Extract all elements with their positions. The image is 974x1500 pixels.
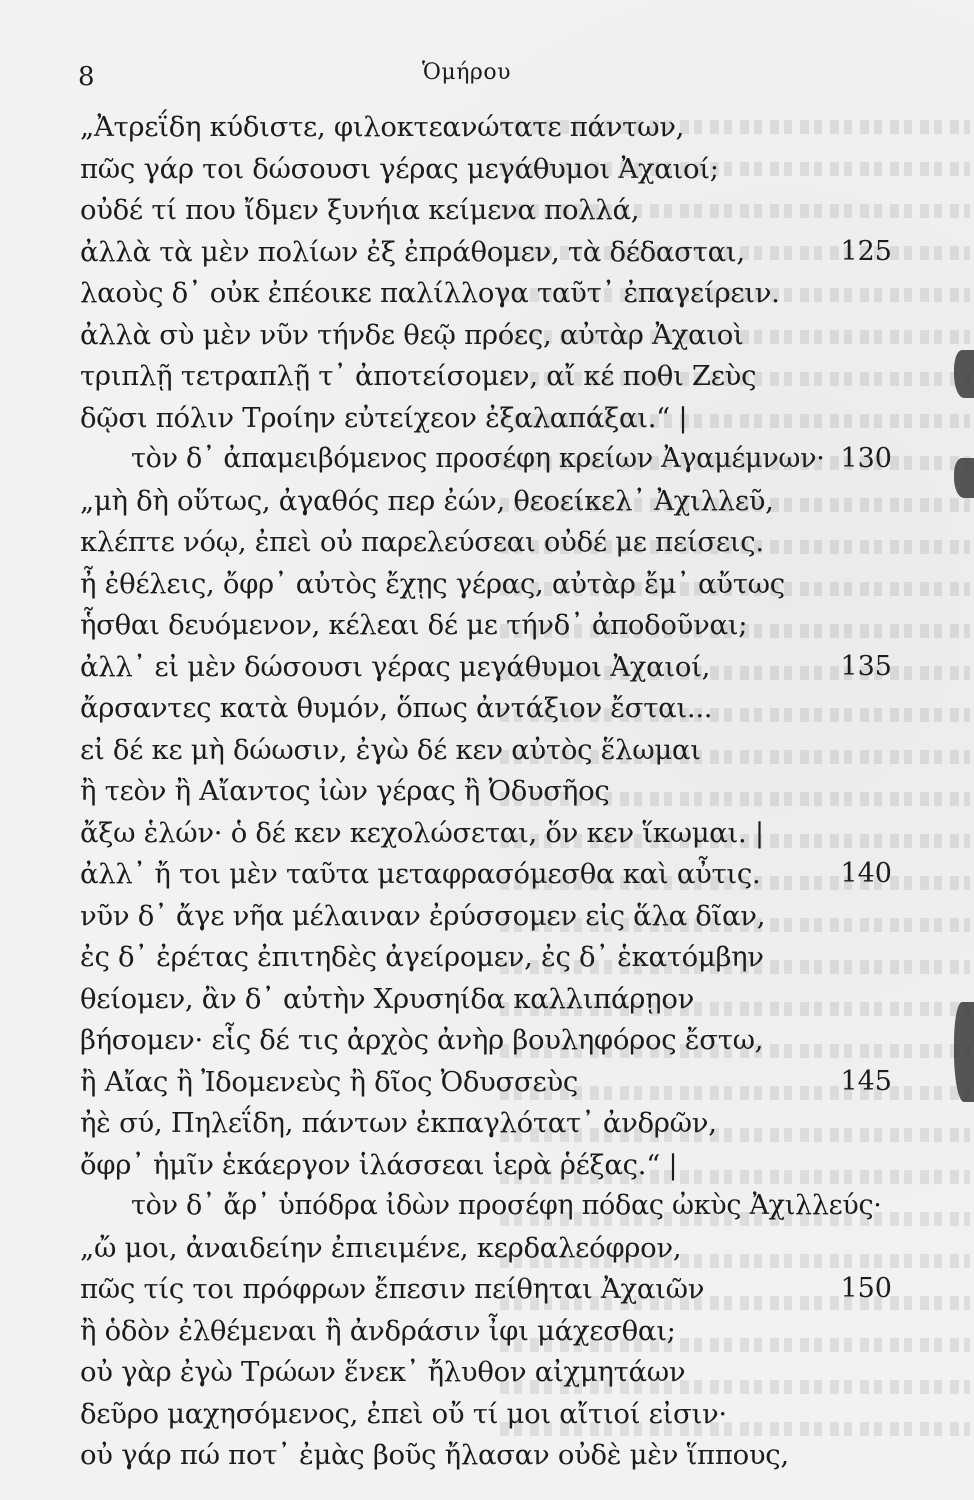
verse-line: τὸν δ᾽ ἀπαμειβόμενος προσέφη κρείων Ἀγαμέμνων· bbox=[131, 443, 825, 474]
page-number: 8 bbox=[78, 62, 95, 92]
verse-line: ἦ ἐθέλεις, ὄφρ᾽ αὐτὸς ἔχῃς γέρας, αὐτὰρ ἔμ᾽ αὔτως bbox=[80, 568, 785, 600]
verse-line: λαοὺς δ᾽ οὐκ ἐπέοικε παλίλλογα ταῦτ᾽ ἐπαγείρειν. bbox=[80, 277, 780, 309]
page-edge-mark bbox=[954, 1002, 974, 1102]
verse-line: ἢ Αἴας ἢ Ἰδομενεὺς ἢ δῖος Ὀδυσσεὺς bbox=[80, 1066, 578, 1098]
verse-line: εἰ δέ κε μὴ δώωσιν, ἐγὼ δέ κεν αὐτὸς ἕλωμαι bbox=[80, 734, 701, 766]
verse-line: ἀλλ᾽ ἤ τοι μὲν ταῦτα μεταφρασόμεσθα καὶ αὖτις. bbox=[80, 858, 761, 890]
verse-line: ἐς δ᾽ ἐρέτας ἐπιτηδὲς ἀγείρομεν, ἐς δ᾽ ἑκατόμβην bbox=[80, 941, 764, 973]
verse-line: ἧσθαι δευόμενον, κέλεαι δέ με τήνδ᾽ ἀποδοῦναι; bbox=[80, 609, 748, 641]
page-edge-mark bbox=[954, 458, 974, 498]
line-number: 140 bbox=[840, 858, 892, 889]
verse-line: τὸν δ᾽ ἄρ᾽ ὑπόδρα ἰδὼν προσέφη πόδας ὠκὺς Ἀχιλλεύς· bbox=[131, 1190, 882, 1221]
verse-line: ἀλλὰ τὰ μὲν πολίων ἐξ ἐπράθομεν, τὰ δέδασται, bbox=[80, 236, 745, 268]
verse-line: οὐδέ τί που ἴδμεν ξυνήια κείμενα πολλά, bbox=[80, 194, 640, 226]
verse-line: βήσομεν· εἷς δέ τις ἀρχὸς ἀνὴρ βουληφόρος ἔστω, bbox=[80, 1024, 764, 1056]
line-number: 145 bbox=[840, 1066, 892, 1097]
verse-line: „Ἀτρεΐδη κύδιστε, φιλοκτεανώτατε πάντων, bbox=[80, 111, 685, 143]
verse-line: ἀλλὰ σὺ μὲν νῦν τήνδε θεῷ πρόες, αὐτὰρ Ἀχαιοὶ bbox=[80, 319, 744, 351]
verse-line: ἢ τεὸν ἢ Αἴαντος ἰὼν γέρας ἢ Ὀδυσῆος bbox=[80, 775, 610, 807]
verse-line: ἄρσαντες κατὰ θυμόν, ὅπως ἀντάξιον ἔσται... bbox=[80, 692, 713, 724]
verse-line: δῷσι πόλιν Τροίην εὐτείχεον ἐξαλαπάξαι.“ | bbox=[80, 402, 688, 434]
line-number: 135 bbox=[840, 651, 892, 682]
line-number: 125 bbox=[840, 236, 892, 267]
running-head bbox=[0, 52, 974, 92]
verse-line: ἄξω ἑλών· ὁ δέ κεν κεχολώσεται, ὅν κεν ἵκωμαι. | bbox=[80, 817, 764, 849]
page-edge-mark bbox=[954, 350, 974, 398]
running-title: Ὁμήρου bbox=[422, 60, 511, 85]
line-number: 130 bbox=[840, 443, 892, 474]
verse-line: τριπλῇ τετραπλῇ τ᾽ ἀποτείσομεν, αἴ κέ ποθι Ζεὺς bbox=[80, 360, 757, 392]
verse-line: οὐ γὰρ ἐγὼ Τρώων ἕνεκ᾽ ἤλυθον αἰχμητάων bbox=[80, 1356, 686, 1388]
verse-line: „μὴ δὴ οὕτως, ἀγαθός περ ἐών, θεοείκελ᾽ Ἀχιλλεῦ, bbox=[80, 485, 774, 517]
verse-line: „ὤ μοι, ἀναιδείην ἐπιειμένε, κερδαλεόφρον, bbox=[80, 1232, 682, 1264]
verse-line: κλέπτε νόῳ, ἐπεὶ οὐ παρελεύσεαι οὐδέ με πείσεις. bbox=[80, 526, 764, 558]
verse-line: πῶς γάρ τοι δώσουσι γέρας μεγάθυμοι Ἀχαιοί; bbox=[80, 153, 719, 185]
verse-line: δεῦρο μαχησόμενος, ἐπεὶ οὔ τί μοι αἴτιοί εἰσιν· bbox=[80, 1398, 727, 1430]
verse-line: ἢ ὁδὸν ἐλθέμεναι ἢ ἀνδράσιν ἶφι μάχεσθαι; bbox=[80, 1315, 676, 1347]
line-number: 150 bbox=[840, 1273, 892, 1304]
verse-line: οὐ γάρ πώ ποτ᾽ ἐμὰς βοῦς ἤλασαν οὐδὲ μὲν ἵππους, bbox=[80, 1439, 789, 1471]
verse-line: ὄφρ᾽ ἡμῖν ἑκάεργον ἱλάσσεαι ἱερὰ ῥέξας.“ | bbox=[80, 1149, 678, 1181]
verse-line: ἀλλ᾽ εἰ μὲν δώσουσι γέρας μεγάθυμοι Ἀχαιοί, bbox=[80, 651, 711, 683]
verse-line: πῶς τίς τοι πρόφρων ἔπεσιν πείθηται Ἀχαιῶν bbox=[80, 1273, 705, 1305]
verse-line: θείομεν, ἂν δ᾽ αὐτὴν Χρυσηίδα καλλιπάρῃον bbox=[80, 983, 694, 1015]
verse-line: ἠὲ σύ, Πηλεΐδη, πάντων ἐκπαγλότατ᾽ ἀνδρῶν, bbox=[80, 1107, 717, 1139]
verse-line: νῦν δ᾽ ἄγε νῆα μέλαιναν ἐρύσσομεν εἰς ἅλα δῖαν, bbox=[80, 900, 766, 932]
